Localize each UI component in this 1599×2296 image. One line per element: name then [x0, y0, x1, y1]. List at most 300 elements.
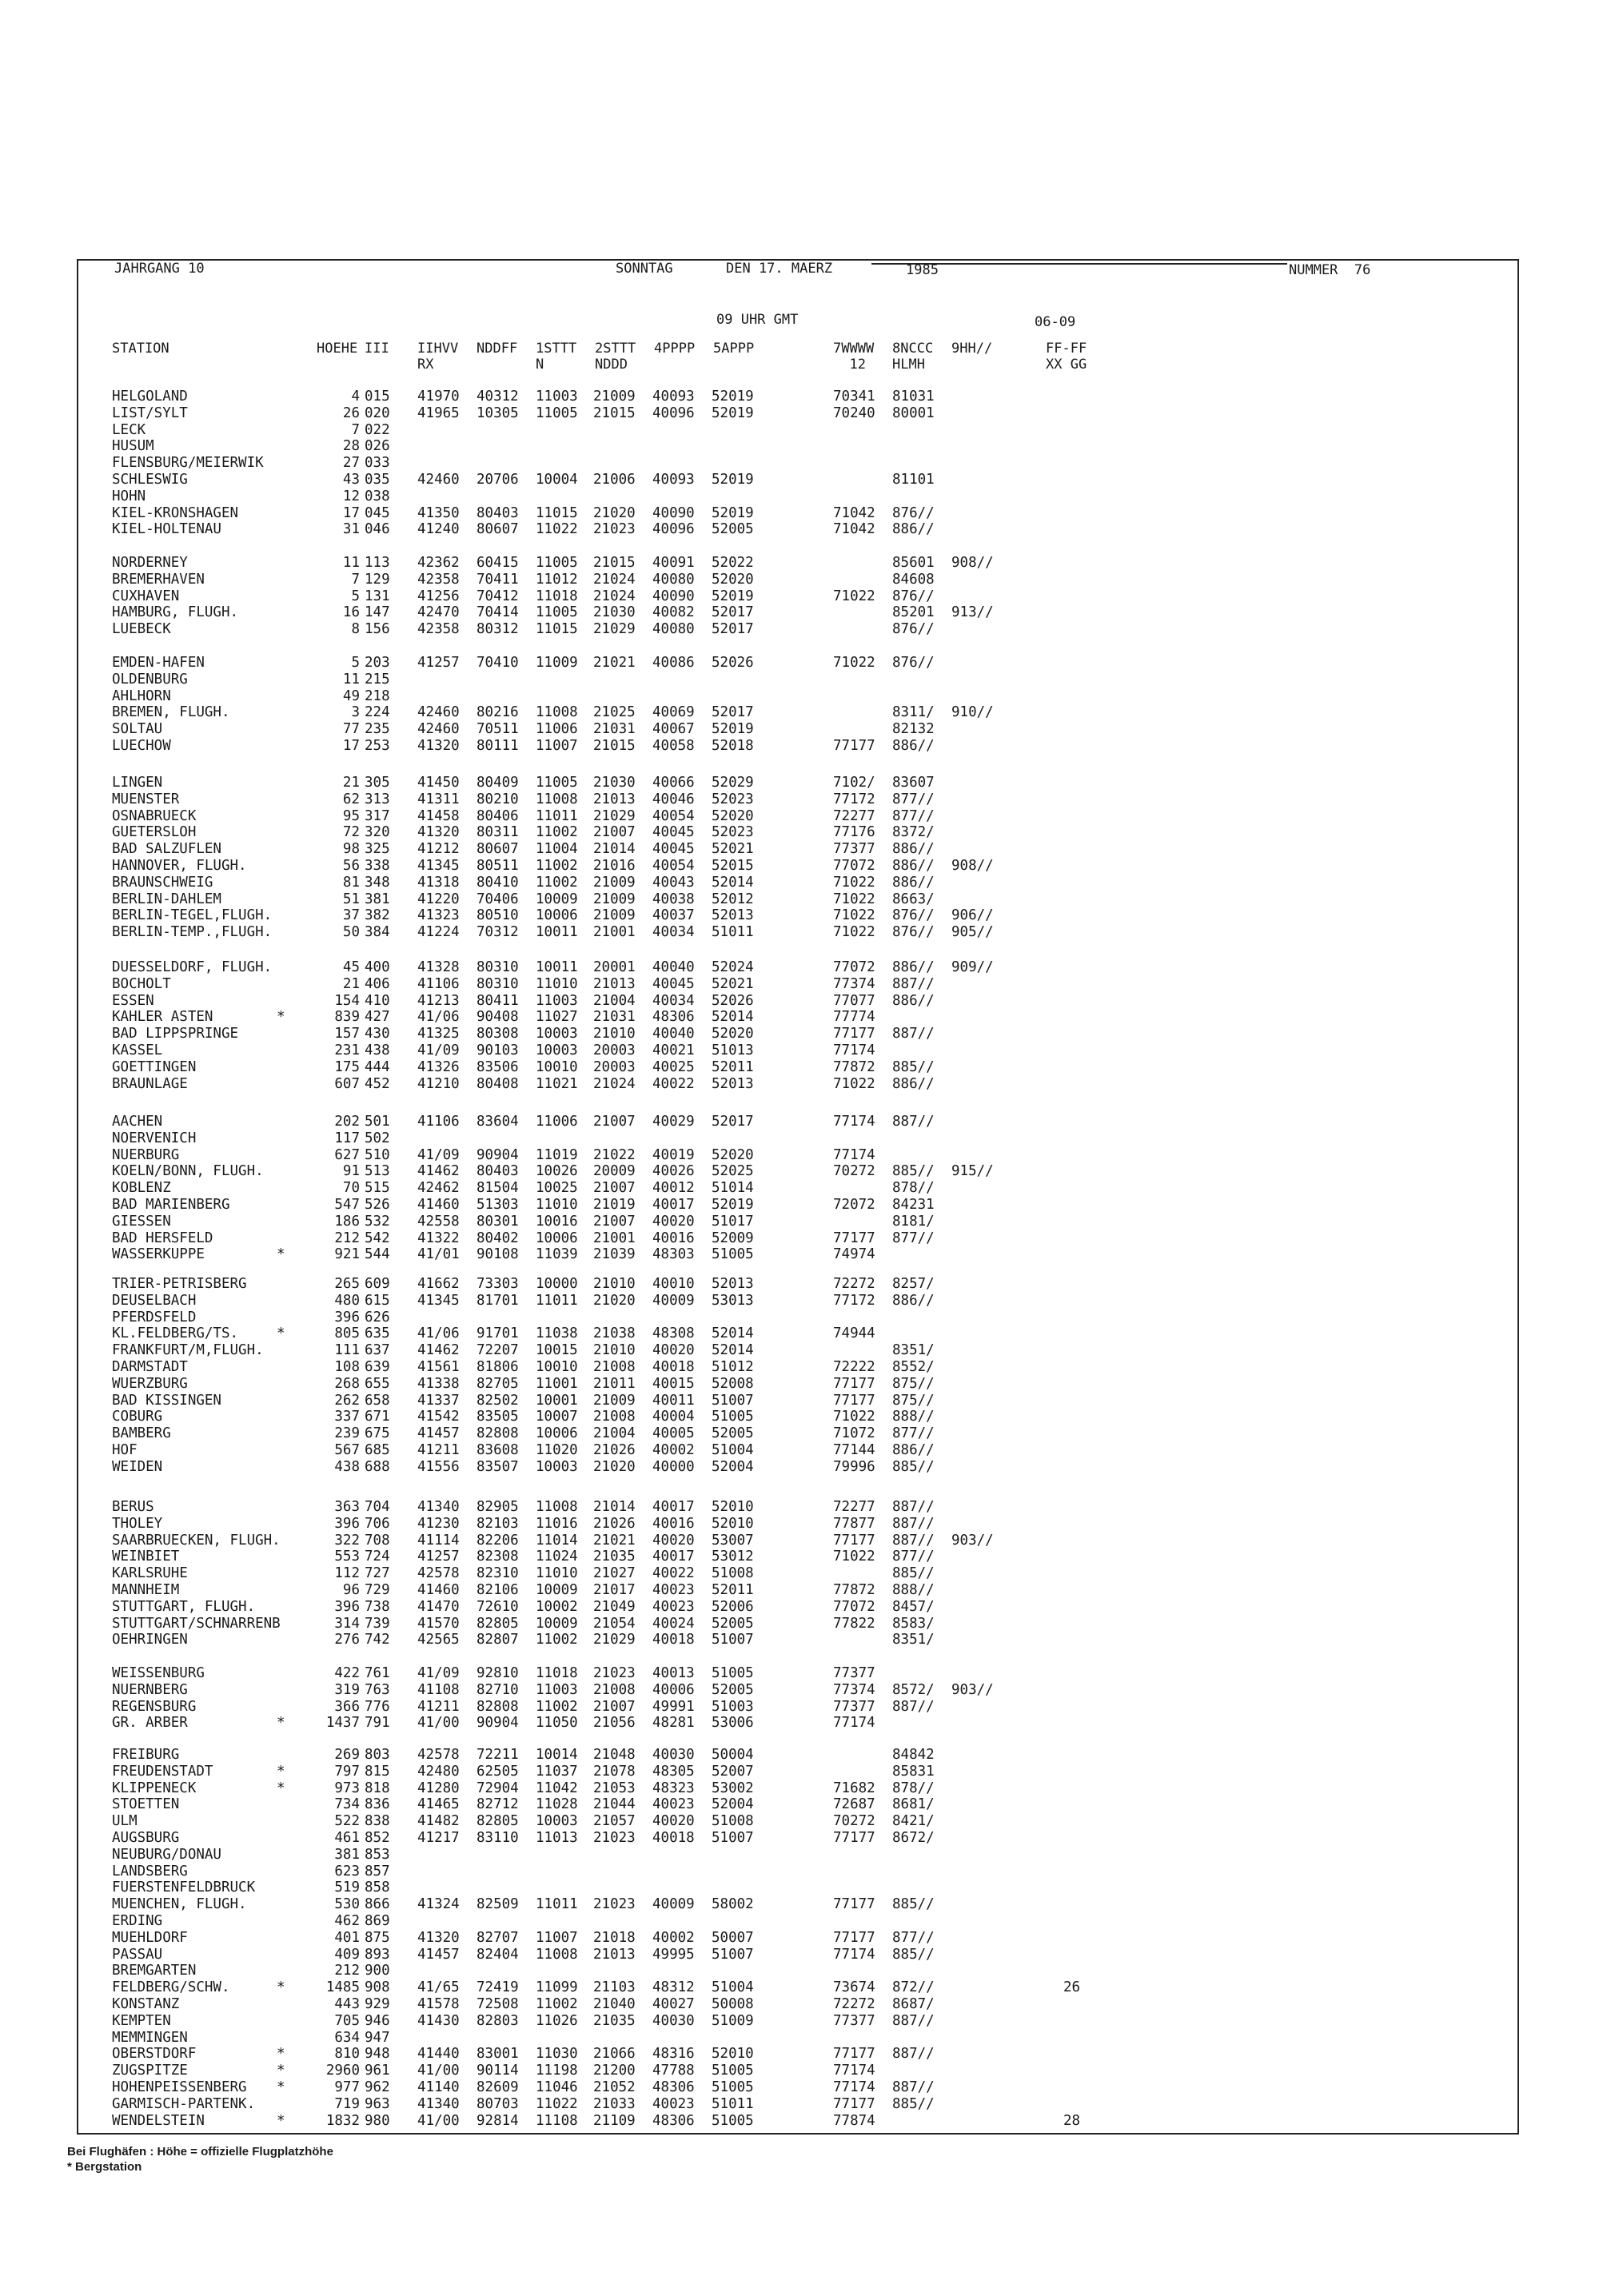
station-height: 77 — [342, 721, 360, 738]
synop-group: 52020 — [712, 571, 754, 588]
synop-group: 41280 — [417, 1780, 460, 1796]
mountain-station-mark: * — [277, 1979, 285, 1996]
synop-group: 11010 — [536, 1565, 578, 1582]
synop-group: 41325 — [417, 1026, 460, 1042]
cloud-group: 877// — [892, 1929, 935, 1946]
station-name: COBURG — [112, 1409, 163, 1425]
synop-group: 21001 — [593, 924, 636, 941]
synop-group: 80406 — [477, 807, 519, 824]
synop-group: 40030 — [652, 1747, 695, 1763]
synop-group: 41/00 — [417, 2112, 460, 2129]
station-height: 3 — [351, 704, 360, 721]
weather-group: 71022 — [833, 924, 875, 941]
weather-group: 77377 — [833, 1665, 875, 1681]
synop-group: 90114 — [477, 2063, 519, 2079]
synop-group: 10000 — [536, 1276, 578, 1292]
synop-group: 10003 — [536, 1458, 578, 1475]
station-height: 530 — [334, 1896, 360, 1913]
table-row — [104, 572, 1511, 588]
synop-group: 41970 — [417, 389, 460, 405]
synop-group: 42480 — [417, 1763, 460, 1780]
station-id: 639 — [365, 1358, 390, 1375]
synop-group: 80607 — [477, 841, 519, 858]
synop-group: 41482 — [417, 1813, 460, 1830]
synop-group: 40026 — [652, 1163, 695, 1180]
station-height: 805 — [334, 1325, 360, 1342]
synop-group: 82502 — [477, 1392, 519, 1409]
cloud-group: 887// — [892, 2046, 935, 2063]
synop-group: 40034 — [652, 992, 695, 1009]
synop-group: 21013 — [593, 1946, 636, 1963]
table-row — [104, 1276, 1511, 1293]
synop-group: 11002 — [536, 824, 578, 841]
cloud-group: 81101 — [892, 471, 935, 488]
synop-group: 21044 — [593, 1796, 636, 1813]
synop-group: 21020 — [593, 504, 636, 521]
station-name: HOHN — [112, 488, 146, 504]
synop-group: 90103 — [477, 1042, 519, 1058]
synop-group: 11010 — [536, 975, 578, 992]
station-name: GARMISCH-PARTENK. — [112, 2095, 256, 2112]
station-id: 015 — [365, 389, 390, 405]
synop-group: 21023 — [593, 1829, 636, 1846]
synop-group: 21035 — [593, 1549, 636, 1565]
mountain-station-mark: * — [277, 1246, 285, 1263]
synop-group: 42578 — [417, 1565, 460, 1582]
synop-group: 51003 — [712, 1698, 754, 1715]
weather-group: 70272 — [833, 1163, 875, 1180]
col-nddff: NDDFF — [477, 341, 518, 357]
synop-group: 40024 — [652, 1615, 695, 1632]
station-name: KLIPPENECK — [112, 1780, 197, 1796]
table-row — [104, 2113, 1511, 2130]
period-label: 06-09 — [1035, 314, 1076, 330]
synop-group: 51011 — [712, 2095, 754, 2112]
synop-group: 41457 — [417, 1425, 460, 1442]
table-row — [104, 1026, 1511, 1042]
synop-group: 10006 — [536, 1230, 578, 1246]
table-row — [104, 1359, 1511, 1376]
synop-group: 82808 — [477, 1425, 519, 1442]
synop-group: 41462 — [417, 1163, 460, 1180]
synop-group: 41556 — [417, 1458, 460, 1475]
station-id: 400 — [365, 959, 390, 975]
weather-group: 77177 — [833, 2046, 875, 2063]
synop-group: 11005 — [536, 405, 578, 421]
station-id: 129 — [365, 571, 390, 588]
station-height: 921 — [334, 1246, 360, 1263]
synop-group: 21011 — [593, 1375, 636, 1392]
synop-group: 52011 — [712, 1581, 754, 1598]
synop-group: 11038 — [536, 1325, 578, 1342]
synop-group: 80301 — [477, 1213, 519, 1230]
cloud-group: 886// — [892, 1075, 935, 1092]
cloud-group: 8572/ — [892, 1681, 935, 1698]
station-name: KIEL-KRONSHAGEN — [112, 504, 239, 521]
cloud-group: 85601 — [892, 555, 935, 571]
synop-group: 11005 — [536, 775, 578, 791]
synop-group: 41460 — [417, 1581, 460, 1598]
synop-group: 21014 — [593, 841, 636, 858]
station-height: 396 — [334, 1309, 360, 1325]
cloud-group: 877// — [892, 791, 935, 807]
synop-group: 91701 — [477, 1325, 519, 1342]
synop-group: 11046 — [536, 2079, 578, 2095]
synop-group: 21017 — [593, 1581, 636, 1598]
synop-group: 41/06 — [417, 1009, 460, 1026]
synop-group: 40069 — [652, 704, 695, 721]
synop-group: 58002 — [712, 1896, 754, 1913]
station-id: 615 — [365, 1292, 390, 1309]
synop-group: 41450 — [417, 775, 460, 791]
col-hoehe: HOEHE — [317, 341, 358, 357]
table-row — [104, 1009, 1511, 1026]
synop-group: 21027 — [593, 1565, 636, 1582]
synop-group: 40091 — [652, 555, 695, 571]
synop-group: 52010 — [712, 2046, 754, 2063]
synop-group: 49995 — [652, 1946, 695, 1963]
weather-group: 77874 — [833, 2112, 875, 2129]
synop-group: 62505 — [477, 1763, 519, 1780]
synop-group: 51005 — [712, 1665, 754, 1681]
synop-group: 83505 — [477, 1409, 519, 1425]
cloud-group: 876// — [892, 588, 935, 604]
weather-group: 71072 — [833, 1425, 875, 1442]
weather-group: 77377 — [833, 841, 875, 858]
cloud-group: 886// — [892, 959, 935, 975]
table-row — [104, 1616, 1511, 1632]
synop-group: 52014 — [712, 1342, 754, 1359]
station-height: 337 — [334, 1409, 360, 1425]
synop-group: 41326 — [417, 1058, 460, 1075]
station-id: 384 — [365, 924, 390, 941]
synop-group: 21025 — [593, 704, 636, 721]
synop-group: 41328 — [417, 959, 460, 975]
table-row — [104, 1996, 1511, 2013]
synop-group: 81806 — [477, 1358, 519, 1375]
synop-group: 51007 — [712, 1829, 754, 1846]
synop-group: 50008 — [712, 1995, 754, 2012]
synop-group: 21048 — [593, 1747, 636, 1763]
col-ff: FF-FF XX GG — [1046, 341, 1087, 373]
synop-group: 40034 — [652, 924, 695, 941]
weather-group: 71022 — [833, 588, 875, 604]
cloud-group: 877// — [892, 1549, 935, 1565]
station-height: 480 — [334, 1292, 360, 1309]
cloud-group: 877// — [892, 1425, 935, 1442]
weather-group: 77177 — [833, 1896, 875, 1913]
synop-group: 52024 — [712, 959, 754, 975]
synop-group: 11013 — [536, 1829, 578, 1846]
synop-group: 11027 — [536, 1009, 578, 1026]
synop-group: 80111 — [477, 737, 519, 754]
station-id: 836 — [365, 1796, 390, 1813]
station-height: 973 — [334, 1780, 360, 1796]
weather-group: 77872 — [833, 1581, 875, 1598]
cloud-group: 872// — [892, 1979, 935, 1996]
synop-group: 21021 — [593, 655, 636, 671]
synop-group: 21010 — [593, 1276, 636, 1292]
synop-group: 21009 — [593, 907, 636, 924]
group-9: 903// — [951, 1681, 994, 1698]
synop-group: 80308 — [477, 1026, 519, 1042]
station-height: 17 — [342, 504, 360, 521]
table-row — [104, 1565, 1511, 1582]
synop-group: 10006 — [536, 1425, 578, 1442]
station-id: 688 — [365, 1458, 390, 1475]
synop-group: 51008 — [712, 1565, 754, 1582]
station-height: 12 — [342, 488, 360, 504]
station-name: BAD MARIENBERG — [112, 1196, 230, 1213]
station-name: BAD KISSINGEN — [112, 1392, 221, 1409]
station-name: KL.FELDBERG/TS. — [112, 1325, 239, 1342]
synop-group: 40012 — [652, 1180, 695, 1197]
weather-group: 71022 — [833, 1409, 875, 1425]
synop-group: 10003 — [536, 1042, 578, 1058]
synop-group: 52015 — [712, 857, 754, 874]
station-id: 156 — [365, 621, 390, 638]
synop-group: 40096 — [652, 521, 695, 538]
synop-group: 82509 — [477, 1896, 519, 1913]
station-id: 724 — [365, 1549, 390, 1565]
weather-group: 72277 — [833, 1499, 875, 1515]
synop-group: 40023 — [652, 1796, 695, 1813]
station-id: 224 — [365, 704, 390, 721]
synop-group: 92810 — [477, 1665, 519, 1681]
synop-group: 82808 — [477, 1698, 519, 1715]
synop-group: 52019 — [712, 504, 754, 521]
station-name: DARMSTADT — [112, 1358, 188, 1375]
station-name: SOLTAU — [112, 721, 163, 738]
station-height: 7 — [351, 571, 360, 588]
station-id: 317 — [365, 807, 390, 824]
synop-group: 82710 — [477, 1681, 519, 1698]
synop-group: 72419 — [477, 1979, 519, 1996]
synop-group: 52017 — [712, 621, 754, 638]
synop-group: 11008 — [536, 704, 578, 721]
weather-group: 77177 — [833, 1829, 875, 1846]
synop-group: 21029 — [593, 807, 636, 824]
weather-group: 77374 — [833, 975, 875, 992]
synop-group: 11006 — [536, 1114, 578, 1130]
synop-group: 11014 — [536, 1532, 578, 1549]
station-height: 262 — [334, 1392, 360, 1409]
synop-group: 41318 — [417, 874, 460, 891]
cloud-group: 8257/ — [892, 1276, 935, 1292]
synop-group: 11010 — [536, 1196, 578, 1213]
synop-group: 40025 — [652, 1058, 695, 1075]
weather-group: 77174 — [833, 2063, 875, 2079]
station-height: 797 — [334, 1763, 360, 1780]
synop-group: 41140 — [417, 2079, 460, 2095]
table-row — [104, 2079, 1511, 2096]
group-9: 909// — [951, 959, 994, 975]
synop-group: 41210 — [417, 1075, 460, 1092]
table-row — [104, 1632, 1511, 1648]
synop-group: 82103 — [477, 1515, 519, 1532]
synop-group: 52005 — [712, 1425, 754, 1442]
table-row — [104, 891, 1511, 908]
synop-group: 41965 — [417, 405, 460, 421]
station-height: 49 — [342, 688, 360, 704]
synop-group: 41322 — [417, 1230, 460, 1246]
station-height: 381 — [334, 1846, 360, 1863]
cloud-group: 887// — [892, 2079, 935, 2095]
synop-group: 40090 — [652, 588, 695, 604]
station-height: 1437 — [325, 1715, 360, 1732]
station-name: NOERVENICH — [112, 1130, 197, 1146]
station-name: MUEHLDORF — [112, 1929, 188, 1946]
station-name: KIEL-HOLTENAU — [112, 521, 221, 538]
station-id: 438 — [365, 1042, 390, 1058]
synop-group: 83604 — [477, 1114, 519, 1130]
synop-group: 11022 — [536, 521, 578, 538]
synop-group: 11004 — [536, 841, 578, 858]
station-height: 51 — [342, 891, 360, 907]
synop-group: 42460 — [417, 704, 460, 721]
station-id: 410 — [365, 992, 390, 1009]
synop-group: 21009 — [593, 874, 636, 891]
synop-group: 51012 — [712, 1358, 754, 1375]
synop-group: 42362 — [417, 555, 460, 571]
synop-group: 48305 — [652, 1763, 695, 1780]
synop-group: 41340 — [417, 1499, 460, 1515]
cloud-group: 875// — [892, 1375, 935, 1392]
synop-group: 52018 — [712, 737, 754, 754]
synop-group: 41257 — [417, 655, 460, 671]
station-height: 231 — [334, 1042, 360, 1058]
weather-group: 77377 — [833, 2012, 875, 2029]
cloud-group: 81031 — [892, 389, 935, 405]
station-height: 11 — [342, 555, 360, 571]
station-name: NORDERNEY — [112, 555, 188, 571]
synop-group: 41320 — [417, 1929, 460, 1946]
synop-group: 21004 — [593, 992, 636, 1009]
station-height: 239 — [334, 1425, 360, 1442]
synop-group: 90904 — [477, 1146, 519, 1163]
cloud-group: 84842 — [892, 1747, 935, 1763]
station-height: 56 — [342, 857, 360, 874]
synop-group: 80411 — [477, 992, 519, 1009]
volume-label: JAHRGANG 10 — [114, 261, 205, 277]
station-id: 501 — [365, 1114, 390, 1130]
station-name: AACHEN — [112, 1114, 163, 1130]
station-height: 154 — [334, 992, 360, 1009]
synop-group: 41320 — [417, 824, 460, 841]
synop-group: 80210 — [477, 791, 519, 807]
synop-group: 41106 — [417, 975, 460, 992]
station-id: 908 — [365, 1979, 390, 1996]
station-height: 112 — [334, 1565, 360, 1582]
mountain-station-mark: * — [277, 1715, 285, 1732]
station-name: NUERNBERG — [112, 1681, 188, 1698]
station-name: HUSUM — [112, 438, 154, 455]
synop-group: 41106 — [417, 1114, 460, 1130]
synop-group: 40022 — [652, 1075, 695, 1092]
cloud-group: 885// — [892, 1946, 935, 1963]
station-name: FREUDENSTADT — [112, 1763, 213, 1780]
synop-group: 50007 — [712, 1929, 754, 1946]
synop-group: 52010 — [712, 1499, 754, 1515]
synop-group: 52026 — [712, 992, 754, 1009]
synop-group: 52017 — [712, 604, 754, 621]
synop-group: 21018 — [593, 1929, 636, 1946]
station-id: 526 — [365, 1196, 390, 1213]
station-height: 37 — [342, 907, 360, 924]
synop-group: 52007 — [712, 1763, 754, 1780]
synop-group: 21008 — [593, 1358, 636, 1375]
synop-group: 40080 — [652, 621, 695, 638]
synop-group: 50004 — [712, 1747, 754, 1763]
year-label: 1985 — [906, 262, 939, 278]
synop-group: 80403 — [477, 504, 519, 521]
station-height: 98 — [342, 841, 360, 858]
weather-group: 77822 — [833, 1615, 875, 1632]
weather-group: 72222 — [833, 1358, 875, 1375]
table-row — [104, 1599, 1511, 1616]
synop-group: 21014 — [593, 1499, 636, 1515]
synop-group: 41311 — [417, 791, 460, 807]
table-row — [104, 1879, 1511, 1896]
station-name: BAD LIPPSPRINGE — [112, 1026, 239, 1042]
table-row — [104, 1682, 1511, 1699]
table-row — [104, 1059, 1511, 1076]
cloud-group: 80001 — [892, 405, 935, 421]
station-id: 655 — [365, 1375, 390, 1392]
synop-group: 41320 — [417, 737, 460, 754]
station-name: PFERDSFELD — [112, 1309, 197, 1325]
station-id: 875 — [365, 1929, 390, 1946]
synop-group: 52010 — [712, 1515, 754, 1532]
synop-group: 11011 — [536, 807, 578, 824]
cloud-group: 8583/ — [892, 1615, 935, 1632]
station-name: LUECHOW — [112, 737, 171, 754]
synop-group: 41/00 — [417, 1715, 460, 1732]
cloud-group: 887// — [892, 1026, 935, 1042]
synop-group: 52020 — [712, 1026, 754, 1042]
cloud-group: 8351/ — [892, 1342, 935, 1359]
synop-group: 11002 — [536, 1698, 578, 1715]
synop-group: 21054 — [593, 1615, 636, 1632]
station-height: 438 — [334, 1458, 360, 1475]
station-name: LINGEN — [112, 775, 163, 791]
synop-group: 51011 — [712, 924, 754, 941]
station-height: 7 — [351, 421, 360, 438]
cloud-group: 885// — [892, 1896, 935, 1913]
station-name: GR. ARBER — [112, 1715, 188, 1732]
cloud-group: 8457/ — [892, 1598, 935, 1615]
table-row — [104, 1582, 1511, 1599]
table-row — [104, 959, 1511, 976]
synop-group: 40312 — [477, 389, 519, 405]
synop-group: 48306 — [652, 1009, 695, 1026]
synop-group: 11007 — [536, 1929, 578, 1946]
table-row — [104, 1325, 1511, 1342]
table-row — [104, 1442, 1511, 1459]
table-row — [104, 1376, 1511, 1393]
station-id: 671 — [365, 1409, 390, 1425]
station-group — [104, 555, 1511, 638]
synop-group: 40027 — [652, 1995, 695, 2012]
synop-group: 52013 — [712, 1276, 754, 1292]
station-id: 452 — [365, 1075, 390, 1092]
table-row — [104, 993, 1511, 1010]
synop-group: 52020 — [712, 1146, 754, 1163]
synop-group: 21024 — [593, 1075, 636, 1092]
weather-group: 77174 — [833, 1715, 875, 1732]
weather-group: 71042 — [833, 504, 875, 521]
synop-group: 80607 — [477, 521, 519, 538]
